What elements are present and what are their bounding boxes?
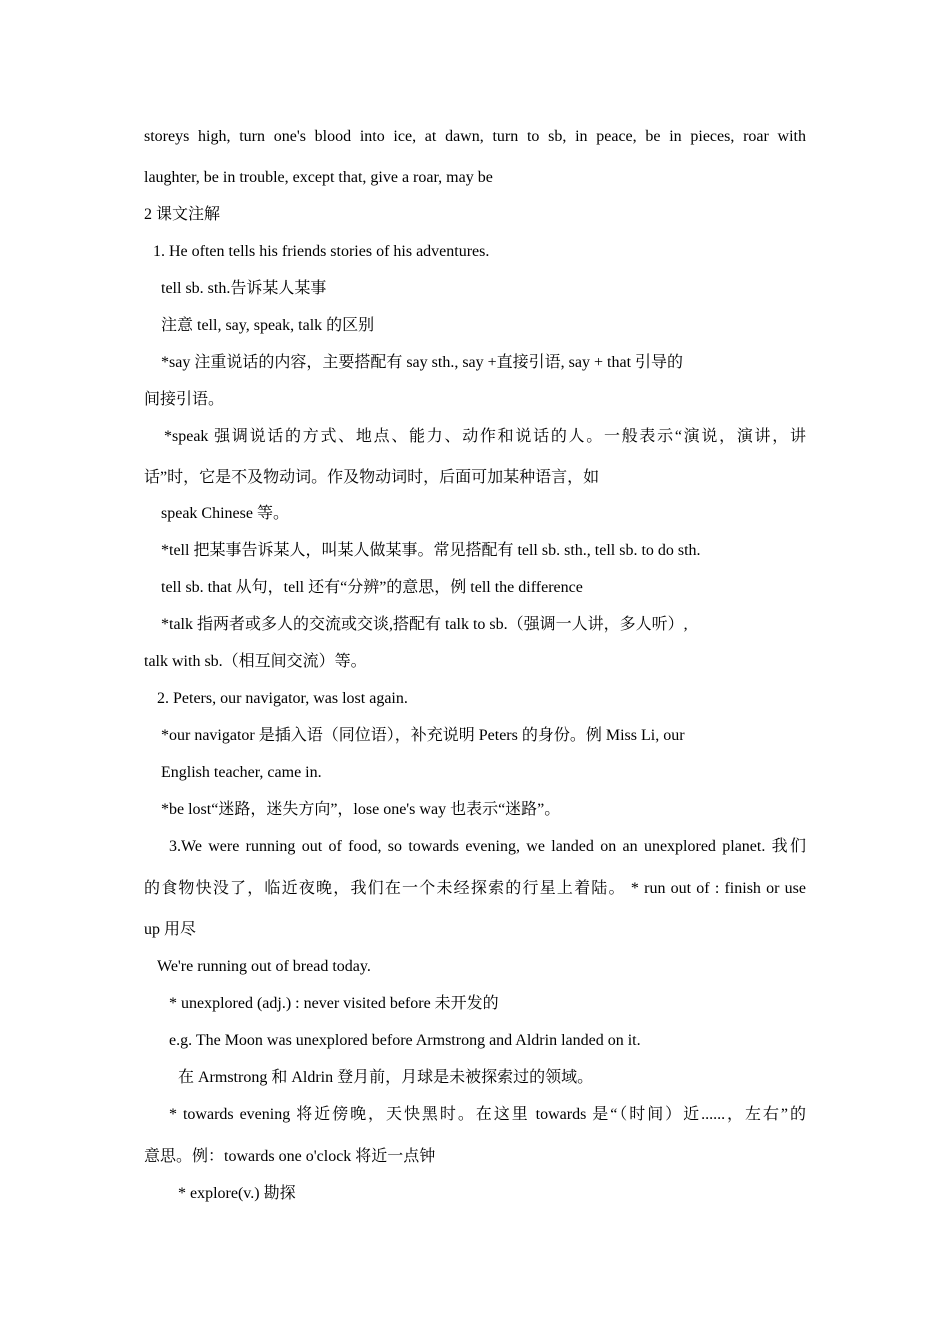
note-1-line: *talk 指两者或多人的交流或交谈,搭配有 talk to sb.（强调一人讲，多人听）, bbox=[161, 616, 688, 633]
note-3-line: up 用尽 bbox=[144, 921, 197, 938]
note-1-line: talk with sb.（相互间交流）等。 bbox=[144, 653, 367, 670]
note-1-sentence: 1. He often tells his friends stories of his adventures. bbox=[153, 243, 490, 260]
note-2-line: *our navigator 是插入语（同位语），补充说明 Peters 的身份。例 Miss Li, our bbox=[161, 727, 685, 744]
note-1-line: tell sb. sth.告诉某人某事 bbox=[161, 280, 327, 297]
note-3-line: 的食物快没了，临近夜晚，我们在一个未经探索的行星上着陆。 * run out of : finish or use bbox=[144, 880, 806, 897]
note-3-sentence: 3.We were running out of food, so towards evening, we landed on an unexplored planet. 我们 bbox=[169, 838, 806, 855]
note-3-line: 在 Armstrong 和 Aldrin 登月前，月球是未被探索过的领域。 bbox=[178, 1069, 594, 1086]
note-3-line: e.g. The Moon was unexplored before Armstrong and Aldrin landed on it. bbox=[169, 1032, 641, 1049]
vocab-line-1: storeys high, turn one's blood into ice, at dawn, turn to sb, in peace, be in pieces, roar with bbox=[144, 128, 806, 145]
note-2-line: English teacher, came in. bbox=[161, 764, 322, 781]
note-1-line: tell sb. that 从句，tell 还有“分辨”的意思，例 tell the difference bbox=[161, 579, 583, 596]
note-1-line: *speak 强调说话的方式、地点、能力、动作和说话的人。一般表示“演说，演讲，讲 bbox=[164, 428, 806, 445]
vocab-line-2: laughter, be in trouble, except that, give a roar, may be bbox=[144, 169, 493, 186]
note-1-line: 间接引语。 bbox=[144, 391, 225, 408]
note-2-line: *be lost“迷路，迷失方向”，lose one's way 也表示“迷路”。 bbox=[161, 801, 561, 818]
note-2-sentence: 2. Peters, our navigator, was lost again. bbox=[157, 690, 408, 707]
note-1-line: *tell 把某事告诉某人，叫某人做某事。常见搭配有 tell sb. sth., tell sb. to do sth. bbox=[161, 542, 701, 559]
note-3-line: * towards evening 将近傍晚，天快黑时。在这里 towards 是“（时间）近......，左右”的 bbox=[169, 1106, 806, 1123]
note-1-line: speak Chinese 等。 bbox=[161, 505, 289, 522]
note-3-line: * explore(v.) 勘探 bbox=[178, 1185, 296, 1202]
note-3-line: * unexplored (adj.) : never visited before 未开发的 bbox=[169, 995, 499, 1012]
section-heading: 2 课文注解 bbox=[144, 206, 221, 223]
note-3-line: We're running out of bread today. bbox=[157, 958, 371, 975]
note-1-line: 注意 tell, say, speak, talk 的区别 bbox=[161, 317, 375, 334]
note-1-line: 话”时，它是不及物动词。作及物动词时，后面可加某种语言，如 bbox=[144, 469, 600, 486]
note-1-line: *say 注重说话的内容，主要搭配有 say sth., say +直接引语, say + that 引导的 bbox=[161, 354, 684, 371]
note-3-line: 意思。例：towards one o'clock 将近一点钟 bbox=[144, 1148, 436, 1165]
